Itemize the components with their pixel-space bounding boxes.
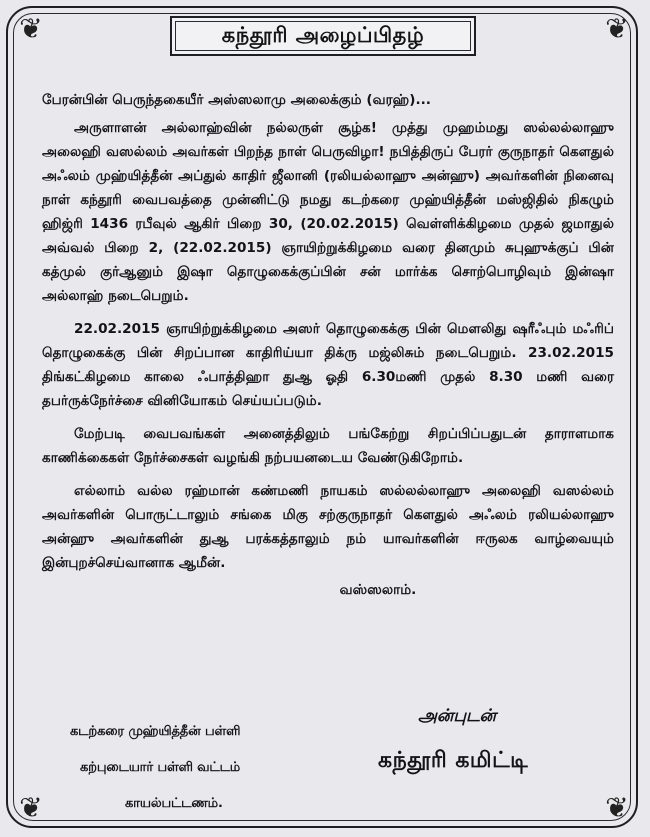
- signature-name: கந்தூரி கமிட்டி: [378, 748, 529, 773]
- corner-ornament-icon: ❦: [605, 12, 629, 45]
- sender-address: [70, 714, 340, 822]
- address-line-area: கற்புடையார் பள்ளி வட்டம்: [80, 760, 241, 775]
- page-title: கந்தூரி அழைப்பிதழ்: [221, 22, 425, 47]
- paragraph-request: மேற்படி வைபவங்கள் அனைத்திலும் பங்கேற்று சிறப்பிப்பதுடன் தாராளமாக காணிக்கைகள் நேர்ச்சைகள் வழங்கி நற்பயனடைய வேண்டுகிறோம்.: [42, 426, 614, 466]
- letter-body: [42, 88, 614, 602]
- corner-ornament-icon: ❦: [19, 791, 43, 824]
- paragraph-intro: அருளாளன் அல்லாஹ்வின் நல்லருள் சூழ்க! முத்து முஹம்மது ஸல்லல்லாஹு அலைஹி வஸல்லம் அவர்கள் பிறந்த நாள் பெருவிழா! நபித்திருப் பேரர் குருநாதர் கௌதுல் அஃலம் முஹ்யித்தீன் அப்துல் காதிர் ஜீலானி (ரலியல்லாஹு அன்ஹு) அவர்களின் நினைவு நாள் கந்தூரி வைபவத்தை முன்னிட்டு நமது கடற்கரை முஹ்யித்தீன் மஸ்ஜிதில் நிகழும் ஹிஜ்ரி 1436 ரபீவுல் ஆகிர் பிறை 30, (20.02.2015) வெள்ளிக்கிழமை முதல் ஜமாதுல் அவ்வல் பிறை 2, (22.02.2015) ஞாயிற்றுக்கிழமை வரை தினமும் சுபுஹுக்குப் பின் கத்முல் குர்ஆனும் இஷா தொழுகைக்குப்பின் சன் மார்க்க சொற்பொழிவும் இன்ஷா அல்லாஹ் நடைபெறும்.: [42, 120, 614, 304]
- paragraph-schedule: 22.02.2015 ஞாயிற்றுக்கிழமை அஸர் தொழுகைக்கு பின் மௌலிது ஷரீஃபும் மஃரிப் தொழுகைக்கு பின் சிறப்பான காதிரிய்யா திக்ரு மஜ்லிசும் நடைபெறும். 23.02.2015 திங்கட்கிழமை காலை ஃபாத்திஹா துஆ ஓதி 6.30மணி முதல் 8.30 மணி வரை தபர்ருக்நேர்ச்சை வினியோகம் செய்யப்படும்.: [42, 321, 614, 409]
- title-banner: [170, 16, 476, 56]
- address-line-mosque: கடற்கரை முஹ்யித்தீன் பள்ளி: [70, 724, 241, 739]
- closing-salam: வஸ்ஸலாம்.: [339, 582, 417, 598]
- corner-ornament-icon: ❦: [605, 791, 629, 824]
- address-line-town: காயல்பட்டணம்.: [125, 796, 223, 811]
- paragraph-blessing: எல்லாம் வல்ல ரஹ்மான் கண்மணி நாயகம் ஸல்லல்லாஹு அலைஹி வஸல்லம் அவர்களின் பொருட்டாலும் சங்கை மிகு சற்குருநாதர் கௌதுல் அஃலம் ரலியல்லாஹு அன்ஹு அவர்களின் துஆ பரக்கத்தாலும் நம் யாவர்களின் ஈருலக வாழ்வையும் இன்புறச்செய்வானாக ஆமீன்.: [42, 483, 614, 571]
- greeting-line: பேரன்பின் பெருந்தகையீர் அஸ்ஸலாமு அலைக்கும் (வரஹ்)...: [42, 92, 431, 108]
- signature-greeting: அன்புடன்: [418, 706, 497, 726]
- corner-ornament-icon: ❦: [19, 12, 43, 45]
